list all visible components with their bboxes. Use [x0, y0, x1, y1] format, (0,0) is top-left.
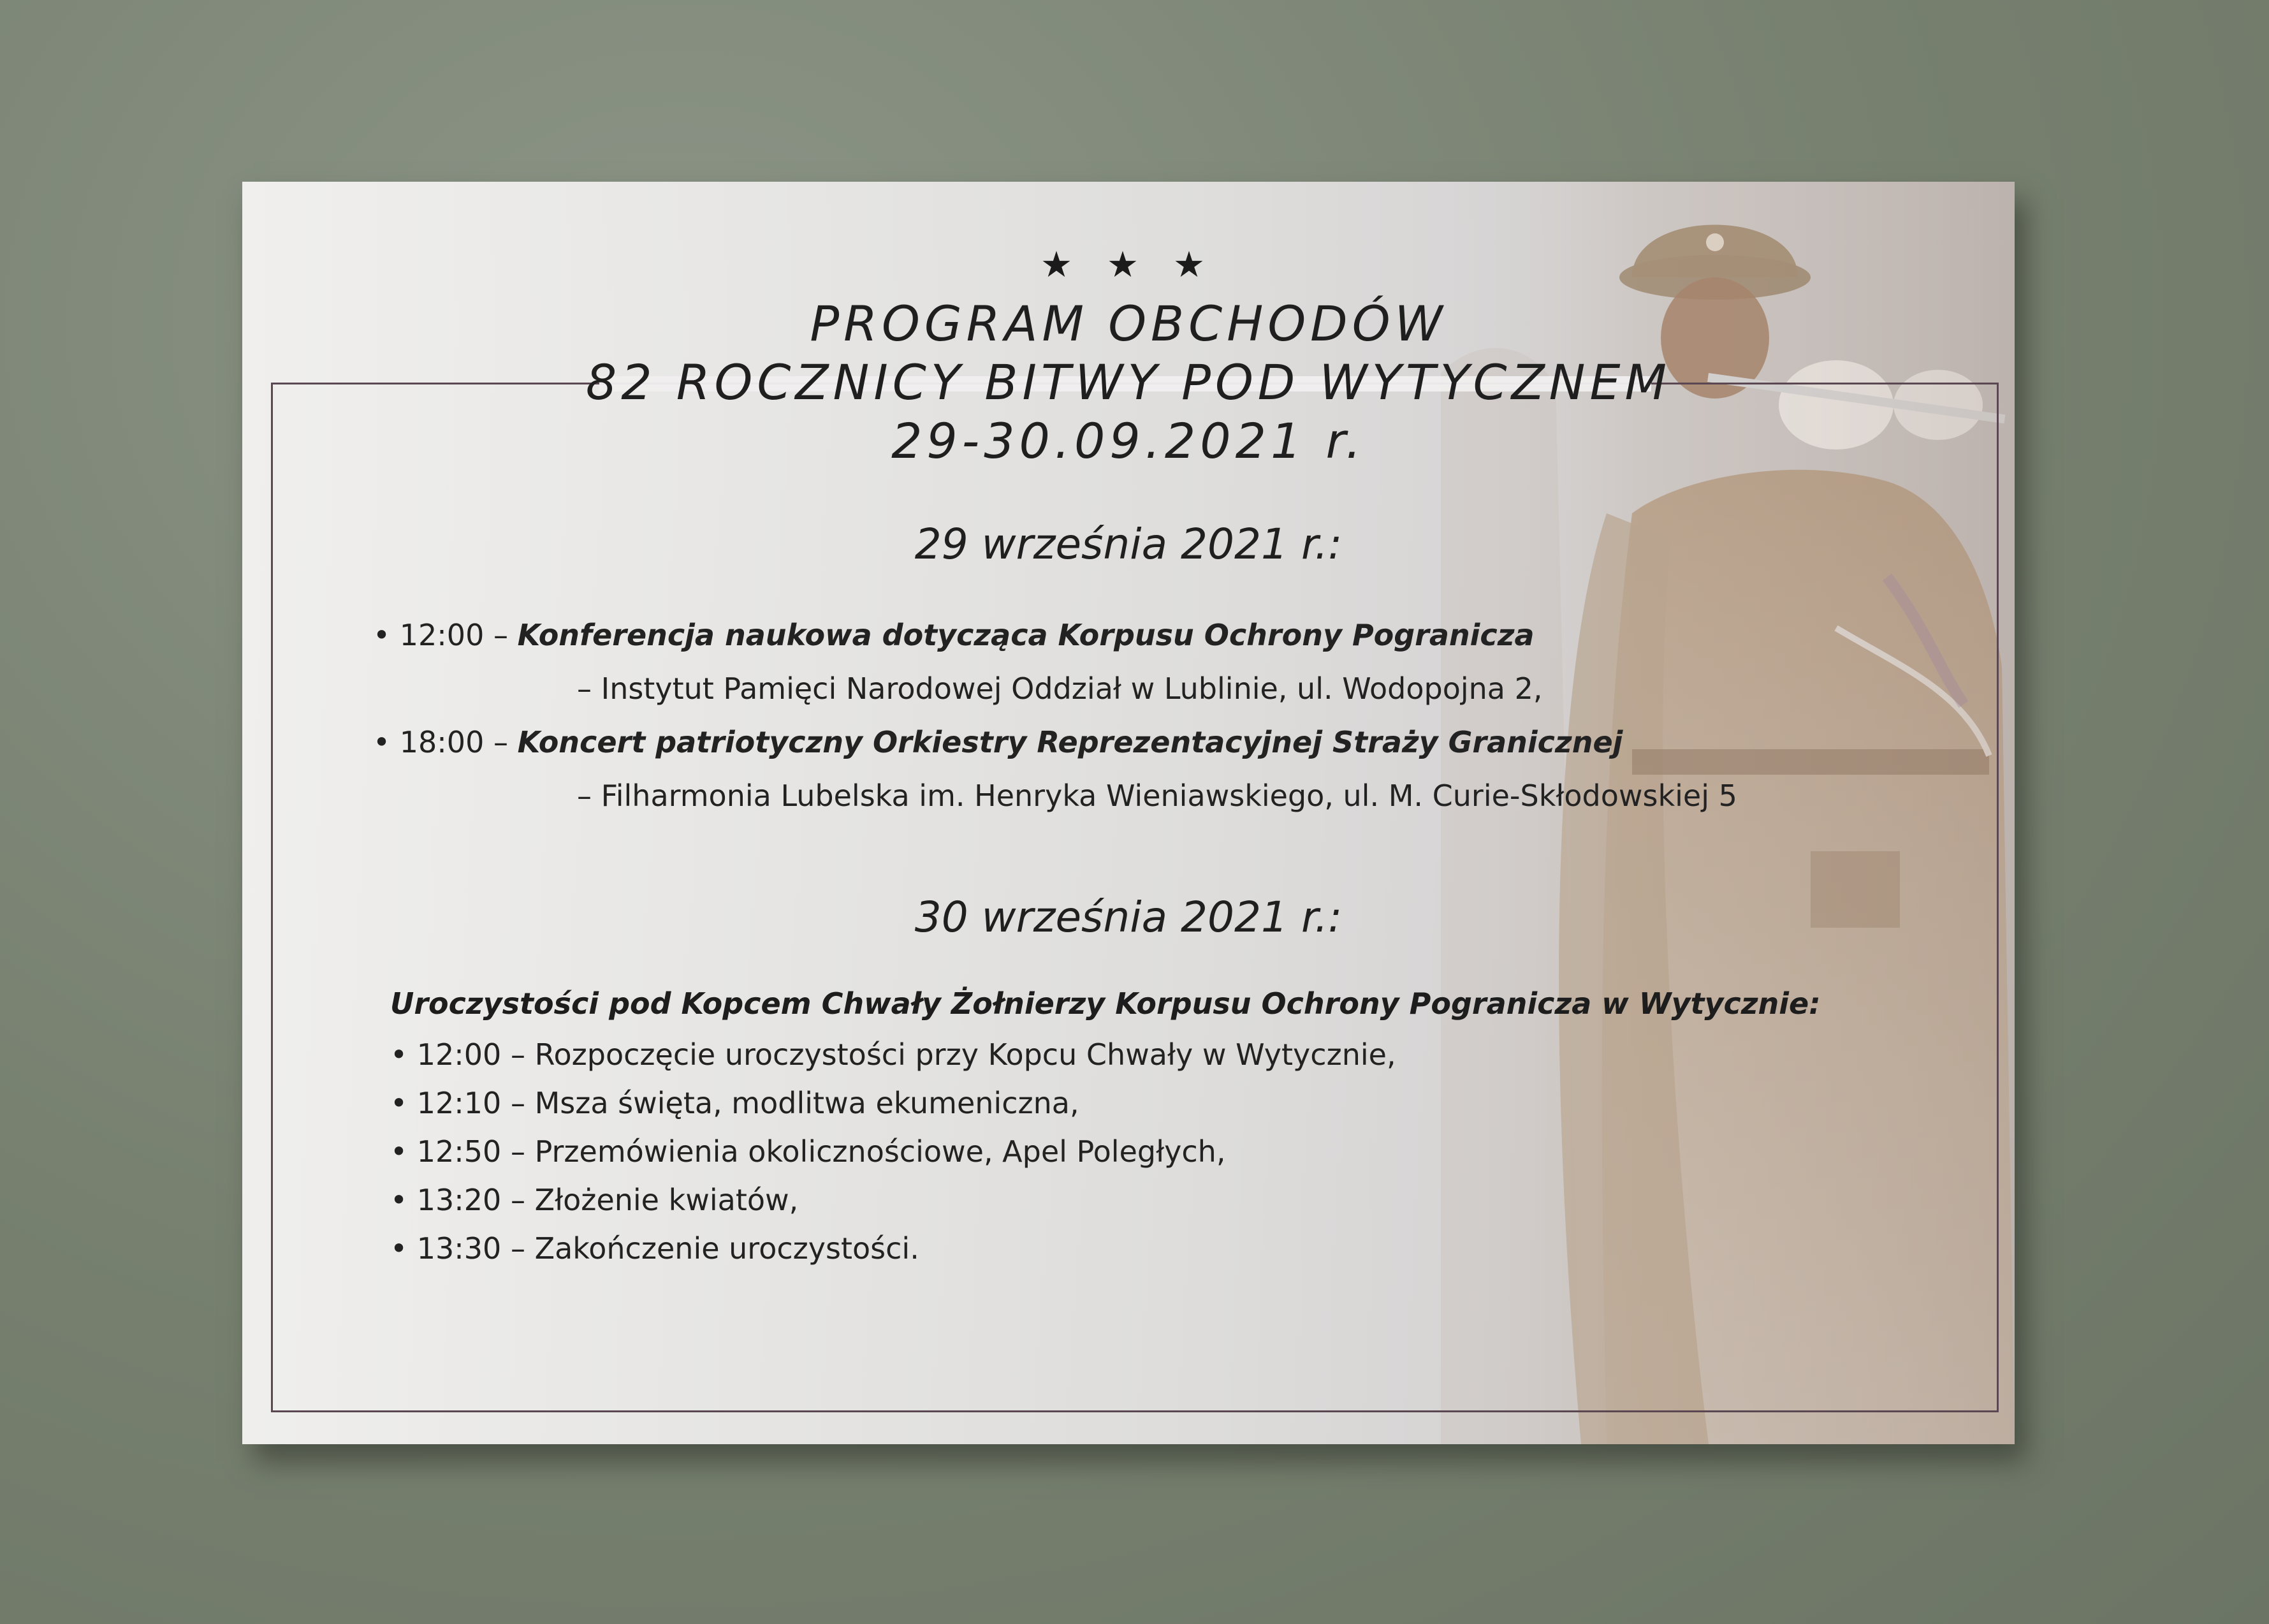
day1-heading: 29 września 2021 r.:	[914, 520, 1343, 569]
title-line-2: 82 ROCZNICY BITWY POD WYTYCZNEM	[585, 354, 1672, 411]
three-stars-icon: ★ ★ ★	[1040, 244, 1217, 286]
day2-item: • 12:10 – Msza święta, modlitwa ekumeniczna,	[390, 1086, 1079, 1120]
day1-item-1-location: – Instytut Pamięci Narodowej Oddział w Lublinie, ul. Wodopojna 2,	[577, 671, 1543, 706]
item-time: 12:00 –	[399, 618, 508, 652]
day1-item-2-location: – Filharmonia Lubelska im. Henryka Wieniawskiego, ul. M. Curie-Skłodowskiej 5	[577, 779, 1737, 813]
day2-item: • 13:20 – Złożenie kwiatów,	[390, 1183, 799, 1217]
ceremony-title: Uroczystości pod Kopcem Chwały Żołnierzy Korpusu Ochrony Pogranicza w Wytycznie:	[390, 986, 1821, 1021]
item-title: Koncert patriotyczny Orkiestry Reprezentacyjnej Straży Granicznej	[517, 725, 1623, 759]
day2-item: • 13:30 – Zakończenie uroczystości.	[390, 1231, 919, 1266]
day2-item: • 12:00 – Rozpoczęcie uroczystości przy Kopcu Chwały w Wytycznie,	[390, 1037, 1396, 1072]
item-title: Konferencja naukowa dotycząca Korpusu Ochrony Pogranicza	[517, 618, 1535, 652]
bullet: •	[373, 725, 391, 759]
bullet: •	[373, 618, 391, 652]
day1-item-2	[373, 725, 1623, 759]
item-time: 18:00 –	[399, 725, 508, 759]
day1-item-1	[373, 618, 1535, 652]
day2-item: • 12:50 – Przemówienia okolicznościowe, Apel Poległych,	[390, 1134, 1226, 1169]
program-card	[242, 182, 2015, 1444]
title-line-1: PROGRAM OBCHODÓW	[810, 295, 1447, 352]
day2-heading: 30 września 2021 r.:	[914, 893, 1343, 942]
title-line-3: 29-30.09.2021 r.	[891, 413, 1366, 469]
